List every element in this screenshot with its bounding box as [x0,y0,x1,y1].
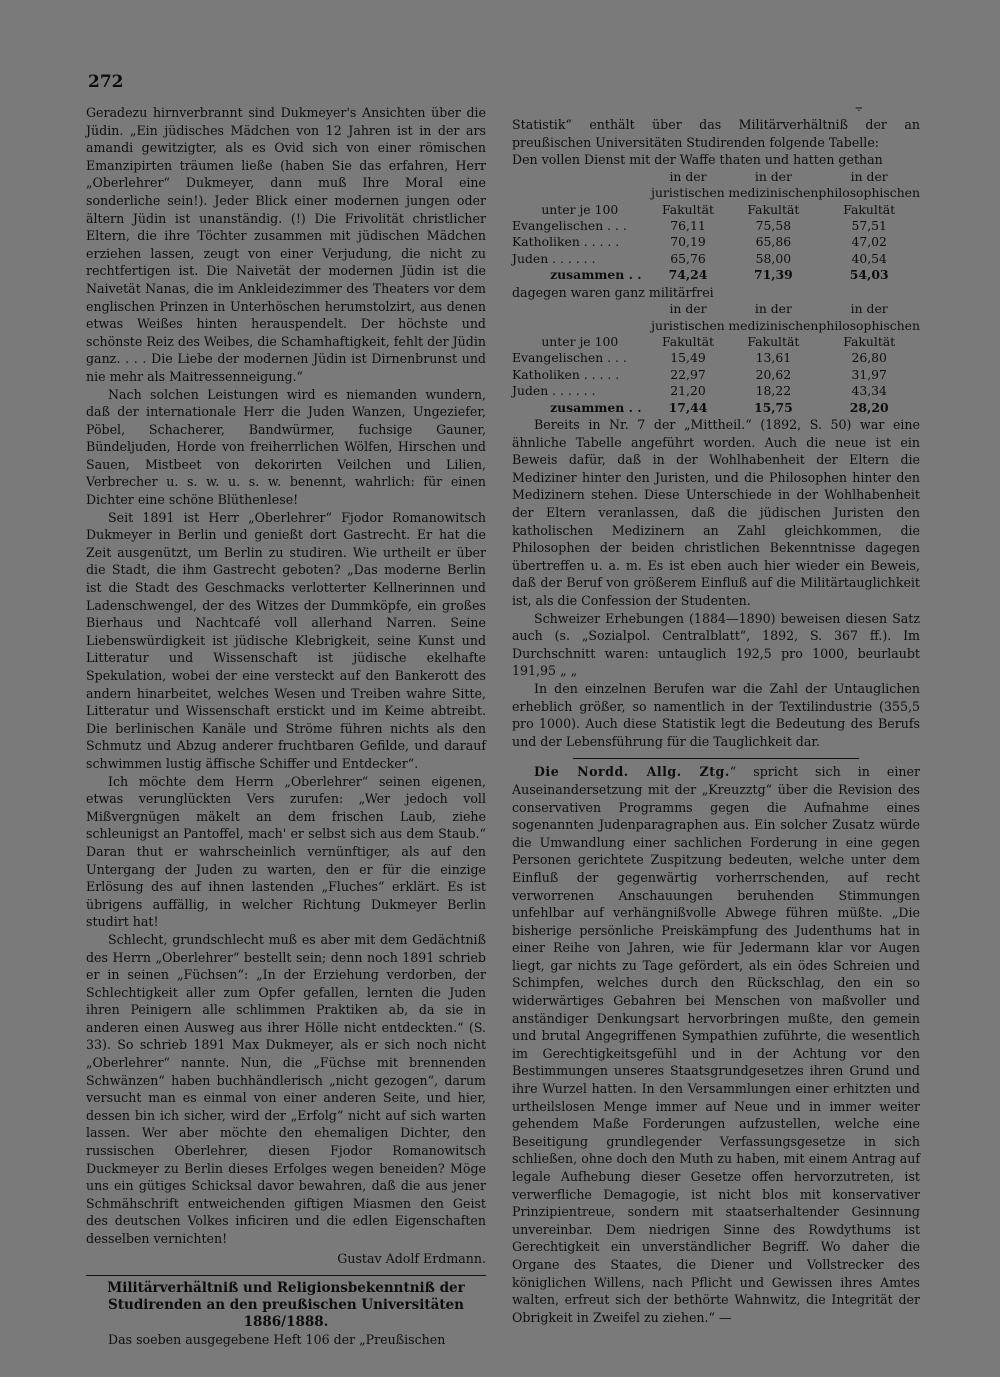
table-row-total [512,267,920,283]
table-cell: 21,20 [670,383,706,399]
corner-mark: ⨪ [855,100,863,115]
table-title: Den vollen Dienst mit der Waffe thaten und hatten gethan [512,152,883,168]
table-header: in der juristischen Fakultät [651,301,725,350]
table-cell: Juden . . . . . . [512,383,596,399]
table-row [512,251,920,267]
table-header: in der medizinischen Fakultät [728,301,819,350]
table-cell: 22,97 [670,366,706,382]
section-heading: Militärverhältniß und Religionsbekenntniß der Studirenden an den preußischen Universitäten 1886/1888. [107,1280,465,1331]
table-row-total [512,400,920,416]
paragraph: Nach solchen Leistungen wird es niemanden wundern, daß der internationale Herr die Juden Wanzen, Ungeziefer, Pöbel, Schacherer, Bandwürmer, fuchsige Gauner, Bündeljuden, Horde von freiherrlichen Wölfen, Hirschen und Sauen, Mistbeet von dekorirten Veilchen und Lilien, Verbrecher u. s. w. u. s. w. benennt, wahrlich: für einen Dichter eine schöne Blüthenlese! [86,386,486,508]
table-cell: Juden . . . . . . [512,250,596,266]
right-column [512,116,920,1326]
table-cell: 43,34 [851,383,887,399]
table-header: in der philosophischen Fakultät [818,301,920,350]
table-row [512,350,920,366]
table-header: in der juristischen Fakultät [651,168,725,217]
article-lead: Die Nordd. Allg. Ztg. [534,764,730,780]
article-paragraph [512,763,920,1326]
table-cell: 74,24 [668,267,708,283]
table-cell: 47,02 [851,234,887,250]
paragraph: Ich möchte dem Herrn „Oberlehrer“ seinen eigenen, etwas verunglückten Vers zurufen: „Wer jedoch voll Mißvergnügen mäkelt an dem frischen Laub, ziehe schleunigst an Pantoffel, mach' er selbst sich aus dem Staub.“ Daran thut er wahrscheinlich vernünftiger, als auf den Untergang der Juden zu warten, den er für die einzige Erlösung des auf ihnen lastenden „Fluches“ erklärt. Es ist übrigens auffällig, in welcher Richtung Dukmeyer Berlin studirt hat! [86,773,486,930]
stats-table-exempt [512,301,920,416]
table-cell: 54,03 [849,267,889,283]
table-header: unter je 100 [541,201,619,217]
table-cell: 58,00 [755,250,792,266]
paragraph: Statistik“ enthält über das Militärverhältniß der an preußischen Universitäten Studirenden folgende Tabelle: [512,117,920,150]
table-cell: 40,54 [851,250,887,266]
section-divider [573,758,859,759]
table-cell: 28,20 [849,399,889,415]
paragraph: Bereits in Nr. 7 der „Mittheil.“ (1892, S. 50) war eine ähnliche Tabelle angeführt worden. Auch die neue ist ein Beweis dafür, daß in der Wohlhabenheit der Eltern die Mediziner hinter den Juristen, und die Philosophen hinter den Medizinern stehen. Diese Unterschiede in der Wohlhabenheit der Eltern veranlassen, daß die jüdischen Juristen den katholischen Medizinern an Zahl gleichkommen, die Philosophen der beiden christlichen Bekenntnisse dagegen übertreffen u. a. m. Es ist eben auch hier wieder ein Beweis, daß der Beruf von größerem Einfluß auf die Militärtauglichkeit ist, als die Confession der Studenten. [512,417,920,608]
article-text: “ spricht sich in einer Auseinandersetzung mit der „Kreuzztg“ über die Revision des conservativen Programms gegen die Aufnahme eines sogenannten Judenparagraphen aus. Ein solcher Zusatz würde die Umwandlung einer sachlichen Forderung in eine gegen Personen gerichtete Zuspitzung bedeuten, welche unter dem Einfluß der gegenwärtig vorherrschenden, auf recht verworrenen Anschauungen beruhenden Stimmungen unfehlbar auf verhängnißvolle Abwege führen müßte. „Die bisherige persönliche Preiskämpfung des Judenthums hat in einer Reihe von Jahren, wie für Jedermann klar vor Augen liegt, gar nichts zu Tage gefördert, als ein ödes Schreien und Schimpfen, welches durch den Rückschlag, den ein so widerwärtiges Gebahren bei Menschen von maßvoller und anständiger Denkungsart hervorbringen mußte, den gemein und brutal Angegriffenen Sympathien zuführte, die wesentlich im Gerechtigkeitsgefühl und in der Achtung vor den Bestimmungen unseres Staatsgrundgesetzes ihren Grund und ihre Wurzel hatten. In den Versammlungen einer erhitzten und urtheilslosen Menge immer auf Neue und in immer weiter gehendem Maße Forderungen aufzustellen, welche eine Beseitigung grundlegender Verfassungsgesetze in sich schließen, ohne doch den Muth zu haben, mit einem Antrag auf legale Aufhebung dieser Gesetze offen hervorzutreten, ist verwerfliche Demagogie, ist nicht blos mit konservativer Prinzipientreue, sondern mit staatserhaltender Gesinnung unvereinbar. Dem niedrigen Sinne des Rowdythums ist Gerechtigkeit ein unverständlicher Begriff. Wo daher die Organe des Staates, die Diener und Vollstrecker des königlichen Willens, nach Pflicht und Gewissen ihres Amtes walten, erfreut sich der bethörte Wahnwitz, die Integrität der Obrigkeit in Zweifel zu ziehen.“ — [512,764,920,1325]
table-title: dagegen waren ganz militärfrei [512,284,714,300]
paragraph: Seit 1891 ist Herr „Oberlehrer“ Fjodor Romanowitsch Dukmeyer in Berlin und genießt dort Gastrecht. Er hat die Zeit ausgenützt, um Berlin zu studiren. Wie urtheilt er über die Stadt, die ihm Gastrecht geboten? „Das moderne Berlin ist die Stadt des Geschmacks verlotterter Kellnerinnen und Ladenschwengel, der des Witzes der Dummköpfe, ein großes Bierhaus und Nachtcafé voll allerhand Narren. Seine Liebenswürdigkeit ist jüdische Klebrigkeit, seine Kunst und Litteratur und Wissenschaft ist jüdische ekelhafte Spekulation, wobei der eine versteckt auf den Bankerott des andern hinarbeitet, welches Wesen und Treiben wahre Sitte, Litteratur und Wissenschaft erstickt und im Keime abtreibt. Die berlinischen Kanäle und Ströme führen nichts als den Schmutz und Abzug anderer fruchtbaren Gefilde, und darauf schwimmen lustig äffische Schiffer und Entdecker“. [86,509,486,771]
table-cell: 70,19 [670,234,706,250]
table-header: in der medizinischen Fakultät [728,168,819,217]
table-cell: Evangelischen . . . [512,218,627,233]
table-cell: Katholiken . . . . . [512,234,620,250]
left-column [86,104,486,1349]
stats-table-service [512,169,920,284]
table-row [512,218,920,234]
paragraph: Schlecht, grundschlecht muß es aber mit dem Gedächtniß des Herrn „Oberlehrer“ bestellt sein; denn noch 1891 schrieb er in seinen „Füchsen“: „In der Erziehung verdorben, der Schlechtigkeit aller zum Opfer gefallen, lernten die Juden ihren Peinigern alle schlimmen Praktiken ab, da sie in anderen einen Ausweg aus ihrer Hölle nicht entdeckten.“ (S. 33). So schrieb 1891 Max Dukmeyer, als er sich noch nicht „Oberlehrer“ nannte. Nun, die „Füchse mit brennenden Schwänzen“ haben buchhändlerisch „nicht gezogen“, darum versucht man es einmal von einer anderen Seite, und hier, dessen bin ich sicher, wird der „Erfolg“ nicht auf sich warten lassen. Wer aber möchte den ehemaligen Dichter, den russischen Oberlehrer, diesen Fjodor Romanowitsch Duckmeyer zu Berlin dieses Erfolges wegen beneiden? Möge uns ein gütiges Schicksal davor bewahren, daß die aus jener Schmähschrift entweichenden giftigen Miasmen den Geist des deutschen Volkes inficiren und die edlen Eigenschaften desselben vernichten! [86,931,486,1246]
table-cell: 76,11 [670,218,706,233]
table-cell: zusammen . . [550,399,642,415]
table-cell: 57,51 [851,218,887,233]
table-cell: 20,62 [755,366,792,382]
table-row [512,367,920,383]
table-cell: 18,22 [755,383,792,399]
table-cell: 71,39 [754,267,793,283]
table-cell: 17,44 [668,399,708,415]
paragraph: Geradezu hirnverbrannt sind Dukmeyer's Ansichten über die Jüdin. „Ein jüdisches Mädchen von 12 Jahren ist in der ars amandi gewitzigter, als es Ovid sich von einer römischen Emanzipirten träumen ließe (haben Sie das erfahren, Herr „Oberlehrer“ Dukmeyer, dann muß Ihre Moral eine sonderliche sein!). Jeder Blick einer modernen jungen oder ältern Jüdin ist unanständig. (!) Die Frivolität christlicher Eltern, die ihre Töchter zusammen mit jüdischen Mädchen erziehen lassen, zeugt von einer Verjudung, die nicht zu rechtfertigen ist. Die Naivetät der modernen Jüdin ist die Naivetät Nanas, die im Ankleidezimmer des Theaters vor dem englischen Prinzen in Unterhöschen herumstolzirt, aus denen etwas Weißes hinten herauspendelt. Der höchste und schönste Reiz des Weibes, die Schamhaftigkeit, fehlt der Jüdin ganz. . . . Die Liebe der modernen Jüdin ist Dirnenbrunst und nie mehr als Maitressenneigung.“ [86,105,486,384]
table-header: unter je 100 [541,334,619,350]
paragraph: Das soeben ausgegebene Heft 106 der „Preußischen [108,1332,446,1348]
table-cell: 65,86 [755,234,792,250]
table-cell: 31,97 [851,366,887,382]
paragraph: In den einzelnen Berufen war die Zahl der Untauglichen erheblich größer, so namentlich in der Textilindustrie (355,5 pro 1000). Auch diese Statistik legt die Bedeutung des Berufs und der Lebensführung für die Tauglichkeit dar. [512,680,920,749]
paragraph: Schweizer Erhebungen (1884—1890) beweisen diesen Satz auch (s. „Sozialpol. Centralblatt“, 1892, S. 367 ff.). Im Durchschnitt waren: untauglich 192,5 pro 1000, beurlaubt 191,95 „ „ [512,610,920,679]
table-cell: 13,61 [755,350,792,366]
table-cell: zusammen . . [550,267,642,283]
page-number: 272 [88,72,124,92]
table-cell: 15,49 [670,350,706,366]
table-cell: Evangelischen . . . [512,350,627,366]
table-row [512,234,920,250]
table-cell: Katholiken . . . . . [512,366,620,382]
table-cell: 26,80 [851,350,887,366]
table-row [512,383,920,399]
table-cell: 15,75 [754,399,793,415]
author-signature: Gustav Adolf Erdmann. [337,1250,486,1266]
table-cell: 65,76 [670,250,706,266]
table-cell: 75,58 [755,218,792,233]
table-header: in der philosophischen Fakultät [818,168,920,217]
section-divider [86,1275,486,1276]
